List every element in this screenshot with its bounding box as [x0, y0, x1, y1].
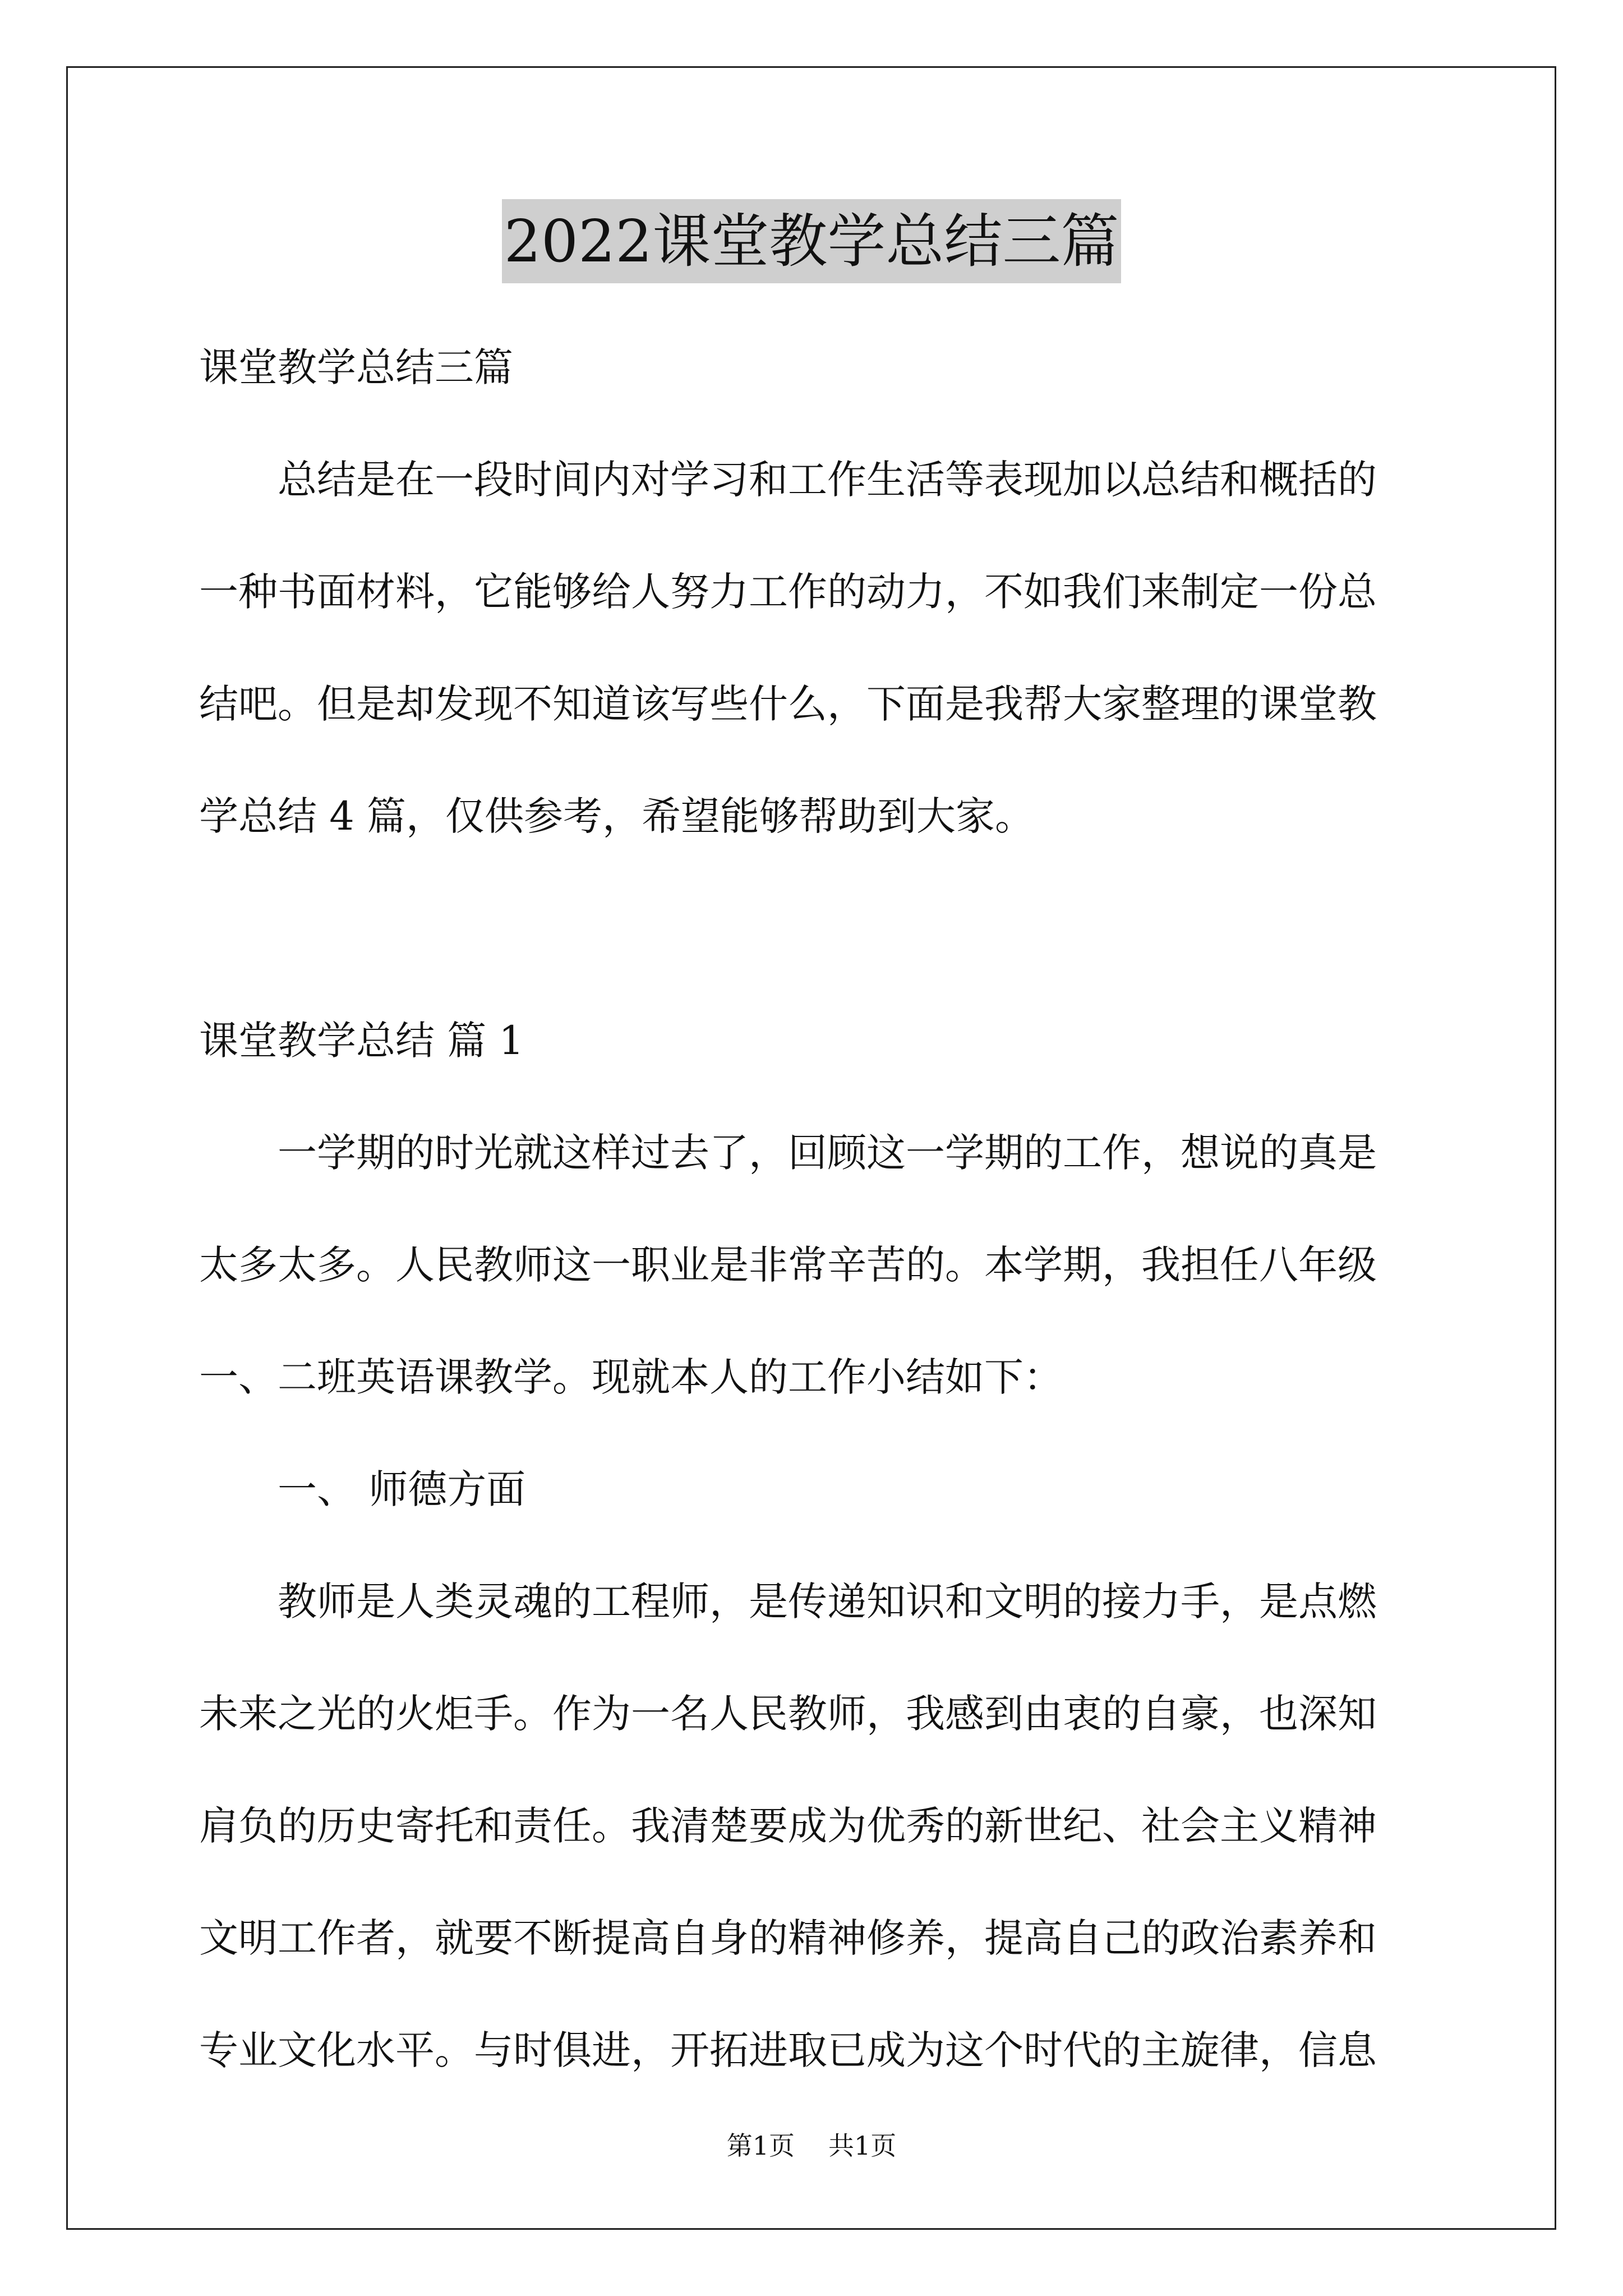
subsection-heading: 一、 师德方面 — [278, 1466, 526, 1512]
paragraph-line: 一种书面材料，它能够给人努力工作的动力，不如我们来制定一份总 — [199, 569, 1377, 615]
paragraph-line: 一、二班英语课教学。现就本人的工作小结如下： — [199, 1354, 1063, 1400]
page-footer — [0, 2129, 1623, 2162]
paragraph-line: 专业文化水平。与时俱进，开拓进取已成为这个时代的主旋律，信息 — [199, 2027, 1377, 2073]
document-body — [199, 311, 1427, 2106]
paragraph-gap — [199, 872, 1427, 984]
paragraph-line: 肩负的历史寄托和责任。我清楚要成为优秀的新世纪、社会主义精神 — [199, 1803, 1377, 1849]
section-heading: 课堂教学总结 篇 1 — [199, 1018, 524, 1064]
paragraph-line: 未来之光的火炬手。作为一名人民教师，我感到由衷的自豪，也深知 — [199, 1691, 1377, 1737]
paragraph-line: 学总结 4 篇，仅供参考，希望能够帮助到大家。 — [199, 793, 1035, 839]
paragraph-line: 一学期的时光就这样过去了，回顾这一学期的工作，想说的真是 — [278, 1130, 1377, 1176]
paragraph-line: 太多太多。人民教师这一职业是非常辛苦的。本学期，我担任八年级 — [199, 1242, 1377, 1288]
document-title: 2022课堂教学总结三篇 — [502, 199, 1122, 283]
document-title-container — [0, 199, 1623, 283]
page-number-current: 第1页 — [726, 2131, 795, 2161]
page-number-total: 共1页 — [828, 2131, 897, 2161]
paragraph-line: 结吧。但是却发现不知道该写些什么，下面是我帮大家整理的课堂教 — [199, 681, 1377, 727]
section-heading: 课堂教学总结三篇 — [199, 344, 513, 390]
paragraph-line: 总结是在一段时间内对学习和工作生活等表现加以总结和概括的 — [278, 457, 1377, 503]
paragraph-line: 教师是人类灵魂的工程师，是传递知识和文明的接力手，是点燃 — [278, 1579, 1377, 1625]
paragraph-line: 文明工作者，就要不断提高自身的精神修养，提高自己的政治素养和 — [199, 1915, 1377, 1961]
